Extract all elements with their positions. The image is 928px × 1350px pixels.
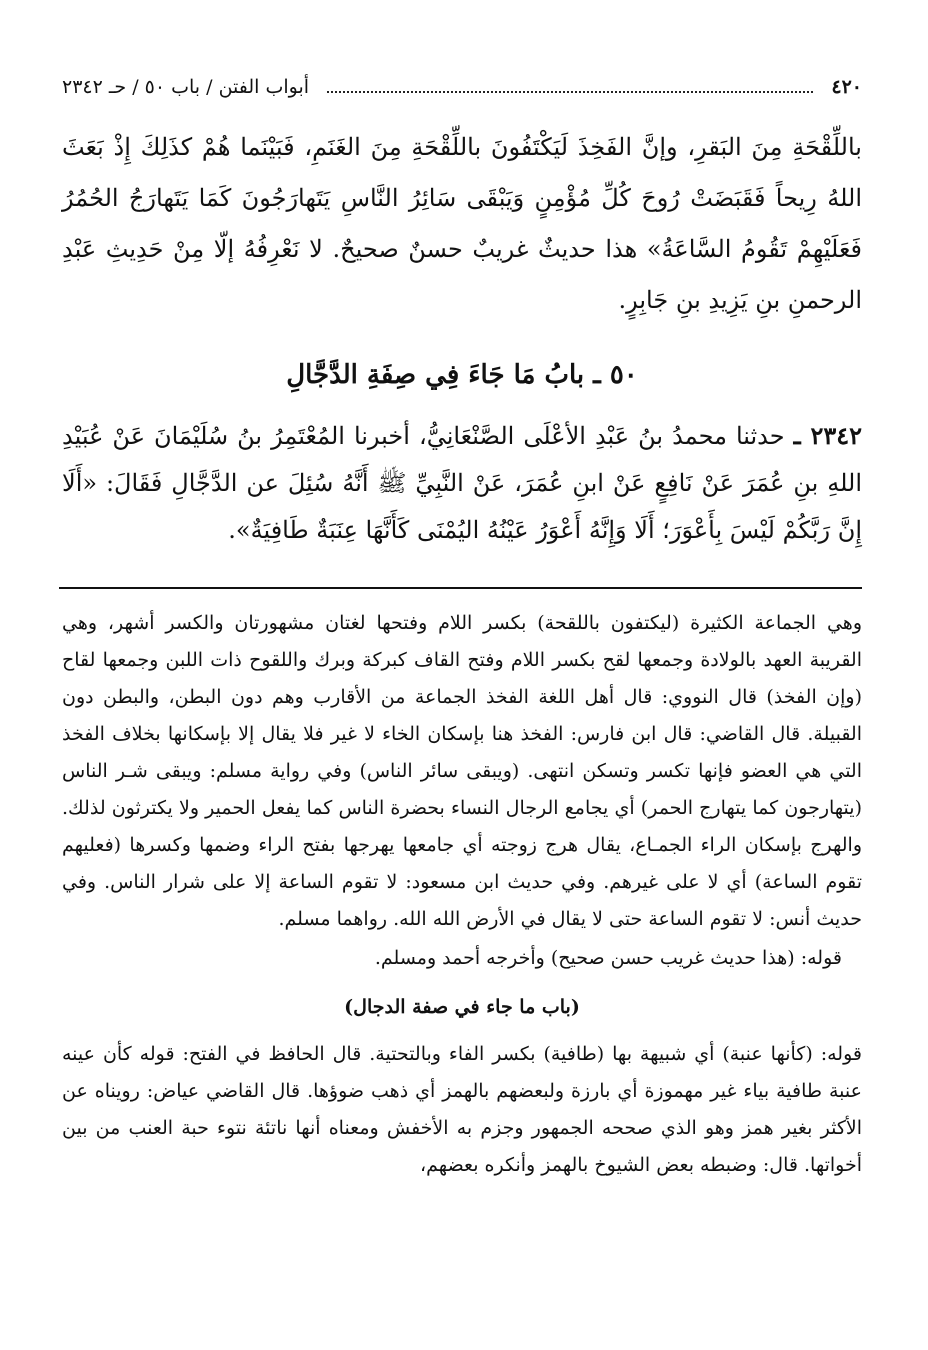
footnote-section-heading: (باب ما جاء في صفة الدجال) (344, 996, 580, 1018)
hadith-body: حدثنا محمدُ بنُ عَبْدِ الأعْلَى الصَّنْعَانِيُّ، أخبرنا المُعْتَمِرُ بنُ سُلَيْمَانَ عَنْ عُبَيْدِ اللهِ بنِ عُمَرَ عَنْ نَافِعٍ عَنْ ابنِ عُمَرَ، عَنْ النَّبِيِّ ﷺ أَنَّهُ سُئِلَ عن الدَّجَّالِ فَقَالَ: «أَلَا إِنَّ رَبَّكُمْ لَيْسَ بِأَعْوَرَ؛ أَلَا وَإِنَّهُ أَعْوَرُ عَيْنُهُ اليُمْنَى كَأَنَّهَا عِنَبَةٌ طَافِيَةٌ». (62, 422, 862, 544)
book-page (62, 70, 862, 1184)
footnote-paragraph-1: وهي الجماعة الكثيرة (ليكتفون باللقحة) بكسر اللام وفتحها لغتان مشهورتان والكسر أشهر، وهي القريبة العهد بالولادة وجمعها لقح بكسر اللام وفتح القاف كبركة وبرك واللقوح ذات اللبن وجمعها لقاح (وإن الفخذ) قال النووي: قال أهل اللغة الفخذ الجماعة من الأقارب وهم دون البطن، والبطن دون القبيلة. قال القاضي: قال ابن فارس: الفخذ هنا بإسكان الخاء لا غير فلا يقال إلا بإسكانها بخلاف الفخذ التي هي العضو فإنها تكسر وتسكن انتهى. (ويبقى سائر الناس) وفي رواية مسلم: ويبقى شـر الناس (يتهارجون كما يتهارج الحمر) أي يجامع الرجال النساء بحضرة الناس كما يفعل الحمير ولا يكترثون لذلك. والهرج بإسكان الراء الجمـاع، يقال هرج زوجته أي جامعها يهرجها بفتح الراء وضمها وكسرها (فعليهم تقوم الساعة) أي لا على غيرهم. وفي حديث ابن مسعود: لا تقوم الساعة إلا على شرار الناس. وفي حديث أنس: لا تقوم الساعة حتى لا يقال في الأرض الله الله. رواهما مسلم. (62, 612, 862, 930)
hadith-number: ٢٣٤٢ ـ (793, 421, 862, 450)
footnote-divider (59, 587, 862, 589)
page-number: ٤٢٠ (831, 76, 862, 98)
footnote-paragraph-2: قوله: (كأنها عنبة) أي شبيهة بها (طافية) بكسر الفاء وبالتحتية. قال الحافظ في الفتح: قوله كأن عينه عنبة طافية بياء غير مهموزة أي بارزة ولبعضهم بالهمز أي ذهب ضوؤها. قال القاضي عياض: رويناه عن الأكثر بغير همز وهو الذي صححه الجمهور وجزم به الأخفش ومعناه أنها ناتئة نتوء حبة العنب من بين أخواتها. قال: وضبطه بعض الشيوخ بالهمز وأنكره بعضهم، (62, 1043, 862, 1176)
main-text: باللِّقْحَةِ مِنَ البَقرِ، وإنَّ الفَخِذَ لَيَكْتَفُونَ باللِّقْحَةِ مِنَ الغَنَمِ، فَبَيْنَما هُمْ كذَلِكَ إِذْ بَعَثَ اللهُ رِيحاً فَقَبَضَتْ رُوحَ كُلِّ مُؤْمِنٍ وَيَبْقَى سَائِرُ النَّاسِ يَتَهارَجُونَ كَمَا يَتَهارَجُ الحُمُرُ فَعَلَيْهِمْ تَقُومُ السَّاعَةُ» هذا حديثٌ غريبٌ حسنٌ صحيحٌ. لا نَعْرِفُهُ إلّا مِنْ حَدِيثِ عَبْدِ الرحمنِ بنِ يَزِيدِ بنِ جَابِرٍ. (62, 133, 862, 314)
running-head-title: أبواب الفتن / باب ٥٠ / حـ ٢٣٤٢ (62, 76, 310, 98)
hadith-text (62, 412, 862, 554)
running-head (62, 70, 862, 104)
leader-dots (327, 81, 813, 93)
footnote-commentary (62, 605, 862, 1184)
footnote-quote-line: قوله: (هذا حديث غريب حسن صحيح) وأخرجه أحمد ومسلم. (374, 947, 842, 969)
chapter-heading: ٥٠ ـ بابُ مَا جَاءَ فِي صِفَةِ الدَّجَّالِ (286, 360, 638, 390)
